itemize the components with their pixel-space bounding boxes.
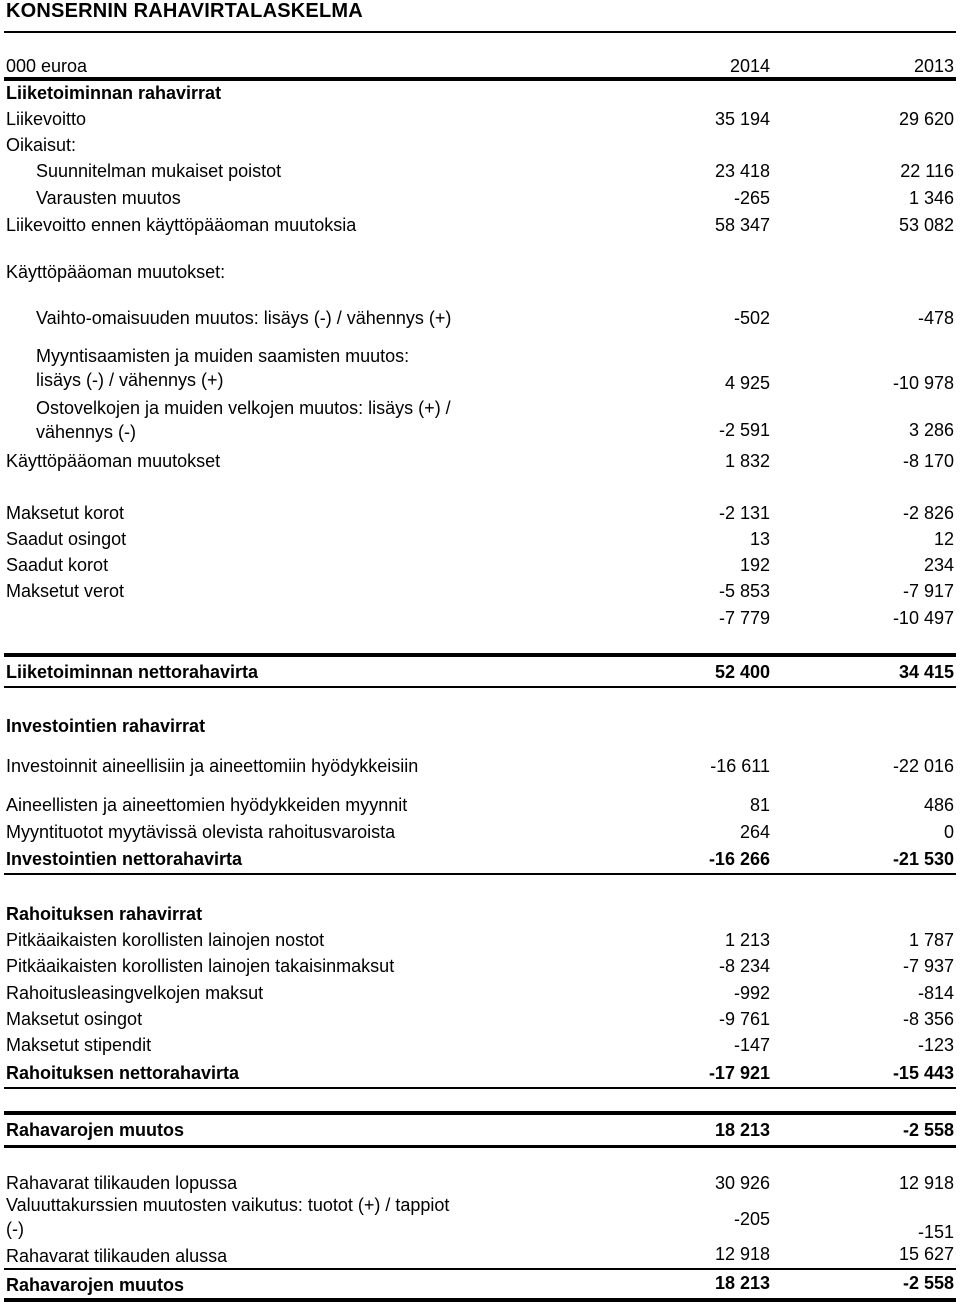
row-label: Saadut korot xyxy=(6,555,109,575)
value-2014: 1 213 xyxy=(724,930,770,950)
value-2014: -265 xyxy=(733,188,770,208)
table-row xyxy=(6,259,954,285)
value-2014: -17 921 xyxy=(708,1063,770,1083)
table-row xyxy=(6,1032,954,1058)
value-2014: 12 918 xyxy=(714,1244,770,1264)
table-row xyxy=(6,980,954,1006)
value-2014: -5 853 xyxy=(718,581,770,601)
value-2013: 34 415 xyxy=(898,662,954,682)
row-label: Rahoitusleasingvelkojen maksut xyxy=(6,983,264,1003)
row-label: Varausten muutos xyxy=(36,188,181,208)
value-2013: -8 356 xyxy=(902,1009,954,1029)
row-label: Suunnitelman mukaiset poistot xyxy=(36,161,282,181)
value-2013: -2 558 xyxy=(902,1273,954,1293)
value-2013: 1 787 xyxy=(908,930,954,950)
value-2013: -15 443 xyxy=(892,1063,954,1083)
table-row xyxy=(6,132,954,158)
table-row xyxy=(6,212,954,238)
table-row xyxy=(6,753,954,779)
value-2014: -2 131 xyxy=(718,503,770,523)
row-label: Aineellisten ja aineettomien hyödykkeiden myynnit xyxy=(6,795,408,815)
row-label: Vaihto-omaisuuden muutos: lisäys (-) / vähennys (+) xyxy=(36,308,452,328)
value-2013: -151 xyxy=(917,1222,954,1242)
row-label: Maksetut korot xyxy=(6,503,125,523)
value-2014: -147 xyxy=(733,1035,770,1055)
table-row xyxy=(6,500,954,526)
table-row xyxy=(6,396,954,448)
row-label: Investointien rahavirrat xyxy=(6,716,206,736)
row-label-line-2: vähennys (-) xyxy=(36,422,137,442)
divider xyxy=(4,1087,956,1089)
divider xyxy=(4,1145,956,1148)
table-row xyxy=(6,953,954,979)
row-label-line-1: Ostovelkojen ja muiden velkojen muutos: lisäys (+) / xyxy=(36,398,451,418)
divider xyxy=(4,31,956,33)
value-2014: -992 xyxy=(733,983,770,1003)
table-row xyxy=(6,526,954,552)
total-row xyxy=(6,1060,954,1086)
row-label: Investointien nettorahavirta xyxy=(6,849,243,869)
divider xyxy=(4,1111,956,1115)
table-row xyxy=(6,185,954,211)
value-2014: 13 xyxy=(749,529,770,549)
value-2014: 35 194 xyxy=(714,109,770,129)
row-label-line-2: (-) xyxy=(6,1219,24,1239)
row-label: Liikevoitto xyxy=(6,109,87,129)
row-label xyxy=(6,1193,449,1241)
value-2013: -22 016 xyxy=(892,756,954,776)
year-2013-header: 2013 xyxy=(913,56,954,76)
row-label-line-1: Myyntisaamisten ja muiden saamisten muutos: xyxy=(36,346,410,366)
value-2014: 1 832 xyxy=(724,451,770,471)
row-label-line-1: Valuuttakurssien muutosten vaikutus: tuotot (+) / tappiot xyxy=(6,1195,450,1215)
subtotal-row xyxy=(6,605,954,631)
value-2014: -16 266 xyxy=(708,849,770,869)
value-2014: 23 418 xyxy=(714,161,770,181)
value-2013: 15 627 xyxy=(898,1244,954,1264)
row-label: Myyntituotot myytävissä olevista rahoitusvaroista xyxy=(6,822,396,842)
value-2013: 53 082 xyxy=(898,215,954,235)
row-label: Pitkäaikaisten korollisten lainojen takaisinmaksut xyxy=(6,956,395,976)
value-2014: 4 925 xyxy=(724,373,770,393)
value-2014: 81 xyxy=(749,795,770,815)
row-label: Saadut osingot xyxy=(6,529,127,549)
value-2013: -10 978 xyxy=(892,373,954,393)
table-row xyxy=(6,1193,954,1245)
row-label-line-2: lisäys (-) / vähennys (+) xyxy=(36,370,224,390)
value-2013: 0 xyxy=(943,822,954,842)
value-2013: -123 xyxy=(917,1035,954,1055)
value-2013: 1 346 xyxy=(908,188,954,208)
row-label: Rahoituksen nettorahavirta xyxy=(6,1063,240,1083)
section-heading xyxy=(6,713,954,739)
value-2013: 22 116 xyxy=(900,161,954,181)
value-2014: 30 926 xyxy=(714,1173,770,1193)
value-2014: 18 213 xyxy=(714,1273,770,1293)
total-row xyxy=(6,1272,954,1298)
row-label: Rahavarat tilikauden lopussa xyxy=(6,1173,238,1193)
row-label: Liikevoitto ennen käyttöpääoman muutoksia xyxy=(6,215,357,235)
table-row xyxy=(6,1243,954,1269)
value-2013: -8 170 xyxy=(902,451,954,471)
value-2014: -2 591 xyxy=(718,420,770,440)
value-2013: -2 558 xyxy=(902,1120,954,1140)
value-2013: 12 918 xyxy=(898,1173,954,1193)
value-2013: 29 620 xyxy=(898,109,954,129)
table-row xyxy=(6,578,954,604)
row-label: Maksetut verot xyxy=(6,581,125,601)
row-label: Oikaisut: xyxy=(6,135,77,155)
value-2014: -9 761 xyxy=(718,1009,770,1029)
row-label: Käyttöpääoman muutokset xyxy=(6,451,221,471)
row-label xyxy=(36,344,409,392)
divider xyxy=(4,686,956,688)
row-label: Rahavarojen muutos xyxy=(6,1120,185,1140)
value-2014: 58 347 xyxy=(714,215,770,235)
row-label: Rahavarat tilikauden alussa xyxy=(6,1246,228,1266)
value-2014: 18 213 xyxy=(714,1120,770,1140)
row-label: Pitkäaikaisten korollisten lainojen nostot xyxy=(6,930,325,950)
value-2013: -2 826 xyxy=(902,503,954,523)
value-2013: -7 917 xyxy=(902,581,954,601)
value-2013: 12 xyxy=(933,529,954,549)
year-2014-header: 2014 xyxy=(729,56,770,76)
value-2013: -21 530 xyxy=(892,849,954,869)
divider xyxy=(4,873,956,875)
row-label: Rahoituksen rahavirrat xyxy=(6,904,203,924)
unit-label: 000 euroa xyxy=(6,56,88,76)
value-2014: 192 xyxy=(739,555,770,575)
value-2014: -502 xyxy=(733,308,770,328)
table-row xyxy=(6,305,954,331)
table-row xyxy=(6,552,954,578)
page-title: KONSERNIN RAHAVIRTALASKELMA xyxy=(6,0,363,22)
value-2013: 486 xyxy=(923,795,954,815)
value-2014: -8 234 xyxy=(718,956,770,976)
total-row xyxy=(6,846,954,872)
row-label: Käyttöpääoman muutokset: xyxy=(6,262,226,282)
section-heading xyxy=(6,80,954,106)
row-label: Rahavarojen muutos xyxy=(6,1275,185,1295)
section-heading xyxy=(6,901,954,927)
value-2014: -7 779 xyxy=(718,608,770,628)
row-label: Liiketoiminnan nettorahavirta xyxy=(6,662,259,682)
value-2014: -16 611 xyxy=(710,756,770,776)
value-2014: -205 xyxy=(733,1209,770,1229)
value-2014: 264 xyxy=(739,822,770,842)
row-label: Maksetut osingot xyxy=(6,1009,143,1029)
table-row xyxy=(6,448,954,474)
value-2013: 3 286 xyxy=(908,420,954,440)
divider xyxy=(4,1298,956,1302)
value-2013: -10 497 xyxy=(892,608,954,628)
row-label xyxy=(36,396,451,444)
row-label: Maksetut stipendit xyxy=(6,1035,152,1055)
value-2014: 52 400 xyxy=(714,662,770,682)
row-label: Liiketoiminnan rahavirrat xyxy=(6,83,222,103)
divider xyxy=(4,653,956,657)
value-2013: 234 xyxy=(923,555,954,575)
header-row xyxy=(6,53,954,79)
total-row xyxy=(6,659,954,685)
value-2013: -478 xyxy=(917,308,954,328)
table-row xyxy=(6,158,954,184)
table-row xyxy=(6,344,954,396)
table-row xyxy=(6,106,954,132)
value-2013: -814 xyxy=(917,983,954,1003)
table-row xyxy=(6,792,954,818)
table-row xyxy=(6,927,954,953)
table-row xyxy=(6,1006,954,1032)
total-row xyxy=(6,1117,954,1143)
table-row xyxy=(6,819,954,845)
row-label: Investoinnit aineellisiin ja aineettomiin hyödykkeisiin xyxy=(6,756,419,776)
value-2013: -7 937 xyxy=(902,956,954,976)
